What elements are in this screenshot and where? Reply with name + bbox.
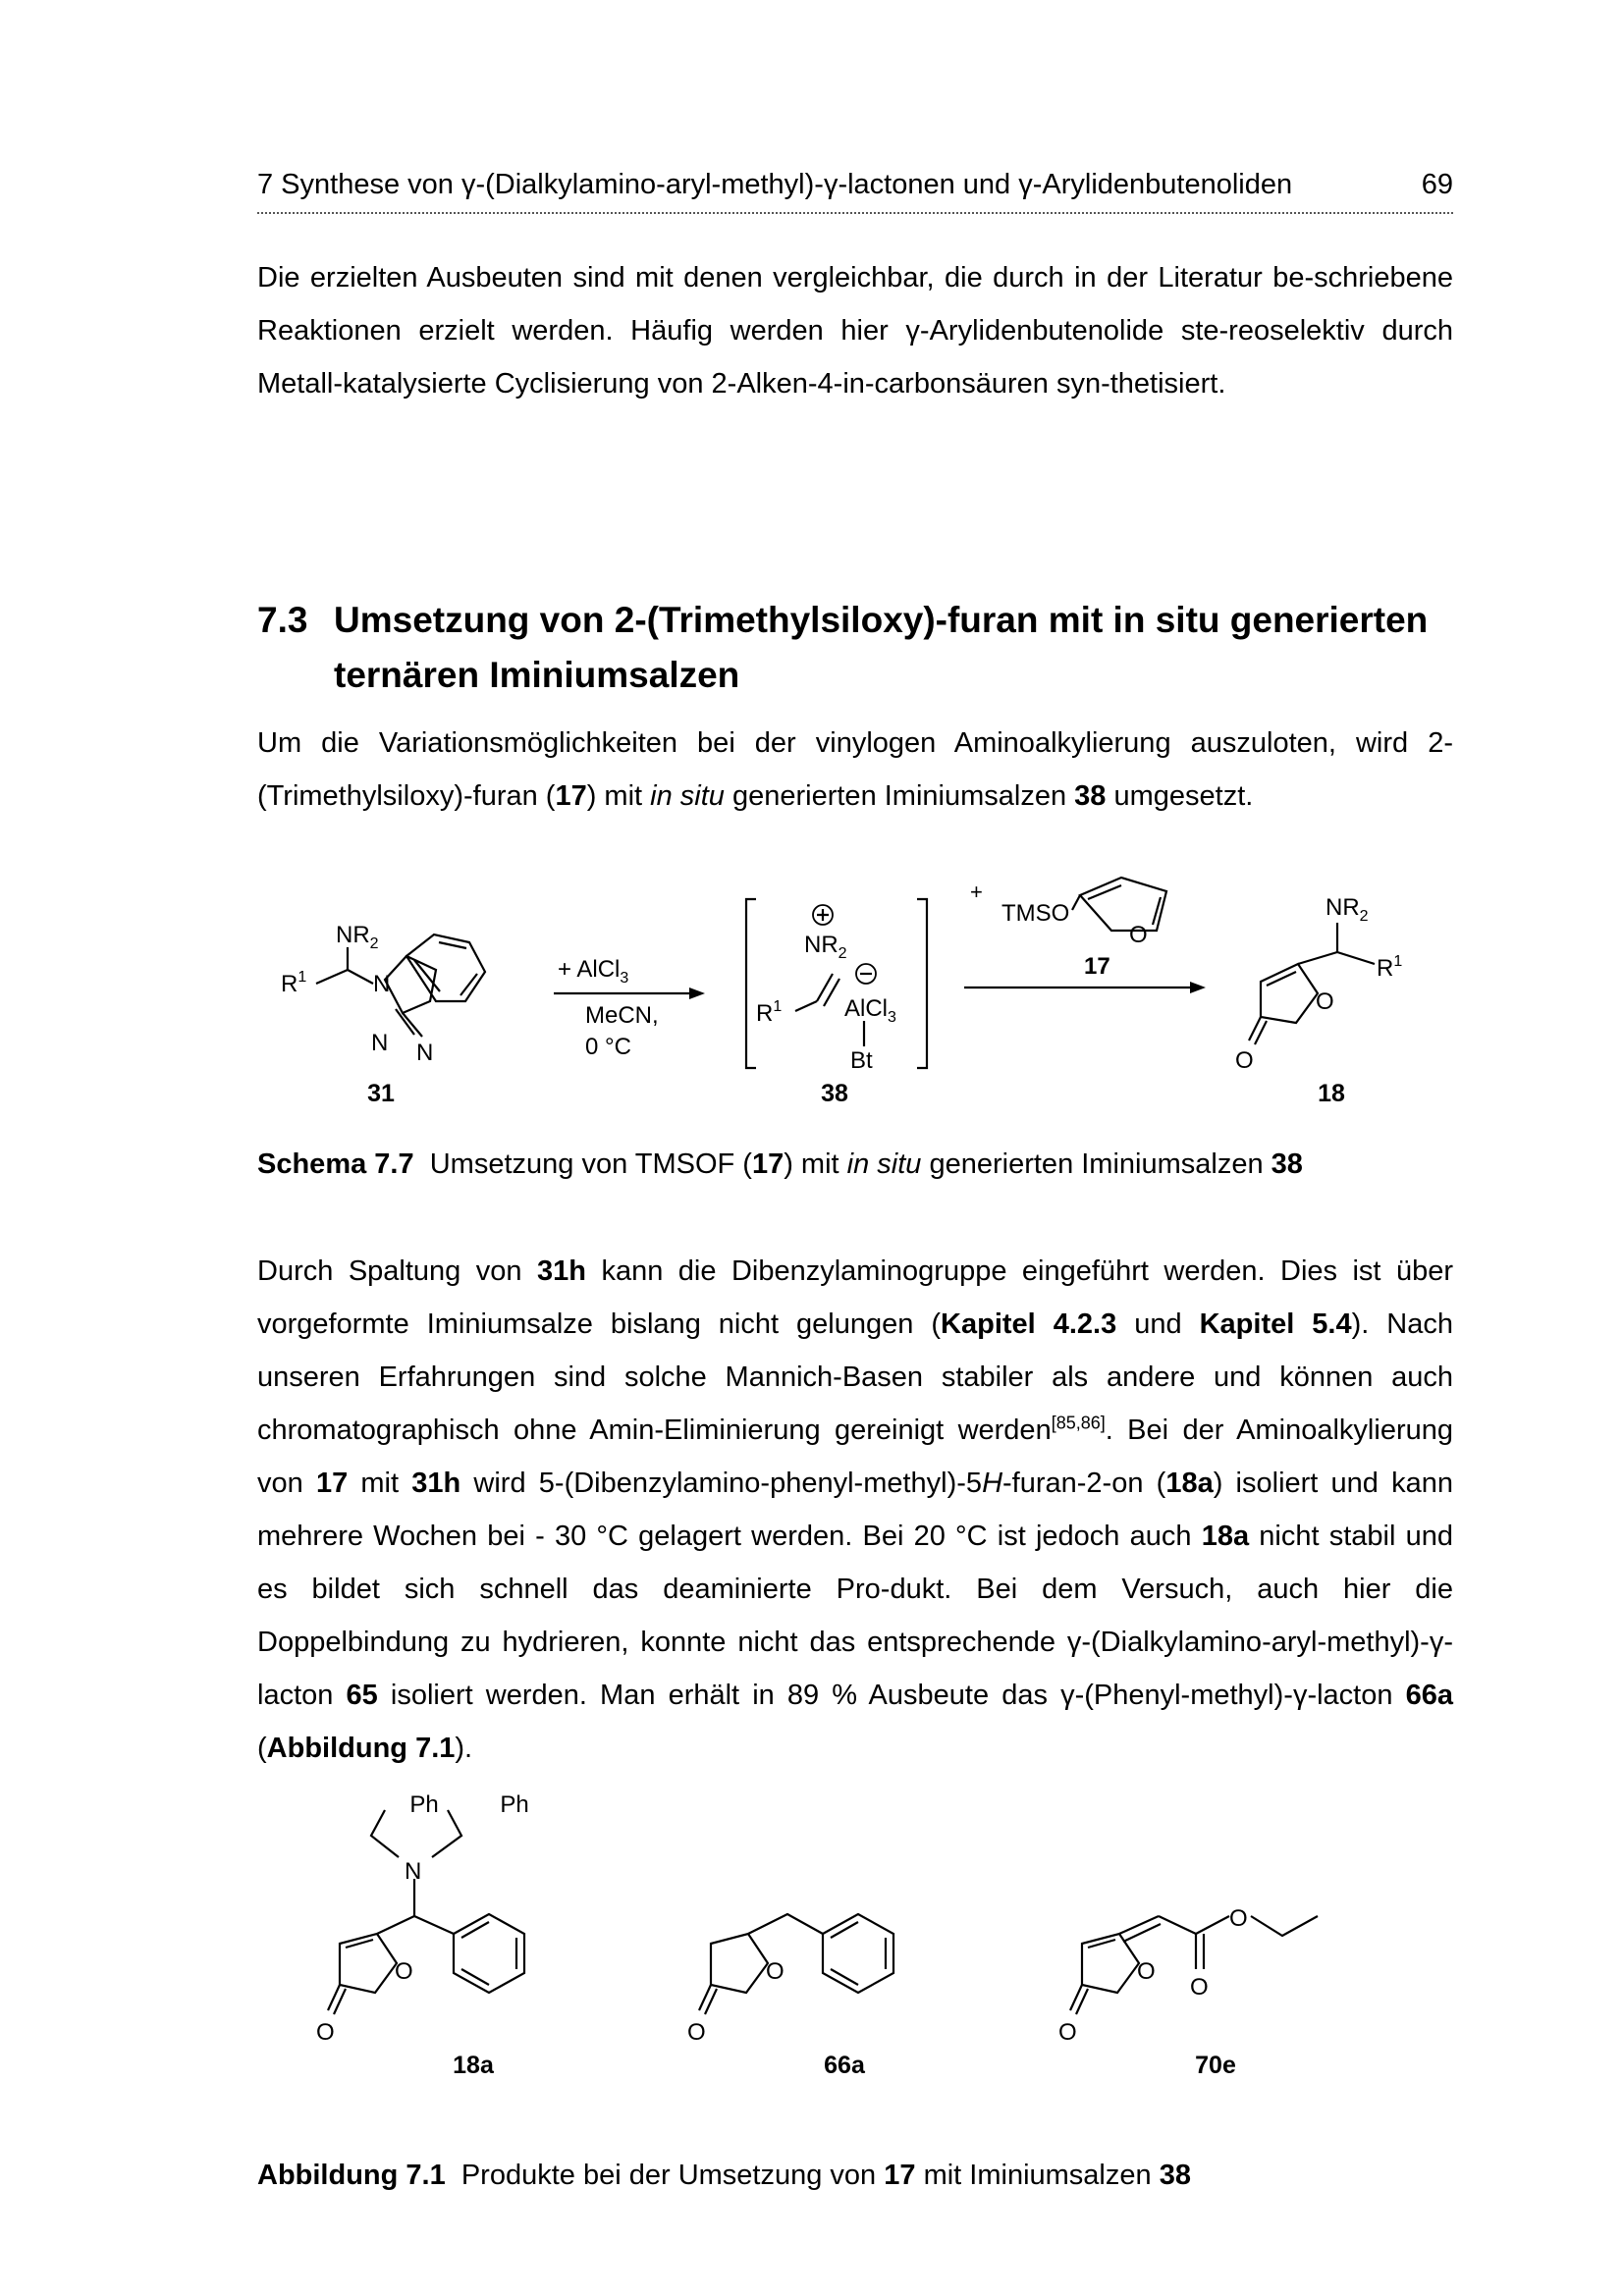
c18-carbonyl-o: O: [1235, 1047, 1254, 1074]
c38-r1: $R^1$: [756, 998, 783, 1027]
solvent-label: MeCN,: [585, 1002, 659, 1029]
tmso-label: TMSO: [1001, 900, 1070, 927]
p3-citation: [85,86]: [1051, 1413, 1106, 1433]
arrow2-label-17: 17: [1084, 953, 1110, 980]
c18a-ring-o: O: [395, 1958, 413, 1985]
p3-text-g: ). Nach unseren Erfahrungen sind solche Mannich-Basen stabiler als andere und können auch chromatographisch ohne Amin-Eliminierung gereinigt werden: [257, 1308, 1454, 1446]
c18-ring-o: O: [1316, 988, 1334, 1015]
c18-nr2: $NR_2$: [1325, 894, 1369, 925]
compound-label-38: 38: [821, 1080, 848, 1107]
c66a-carbonyl-o: O: [687, 2019, 706, 2046]
p3-text-a: Durch Spaltung von: [257, 1255, 537, 1287]
p3-ref-18a: 18a: [1165, 1468, 1214, 1499]
compound-label-31: 31: [367, 1080, 395, 1107]
figure-caption-text-a: Produkte bei der Umsetzung von: [460, 2160, 885, 2191]
p2-text-g: umgesetzt.: [1106, 780, 1254, 812]
compound-38-structure: [746, 899, 927, 1068]
p3-text-s: nicht stabil und es bildet sich schnell das deaminierte Pro-dukt. Bei dem Versuch, auch hier die Doppelbindung zu hydrieren, konnte nicht das entsprechende γ-(Dialkylamino-aryl-methyl)-γ-lacton: [257, 1521, 1454, 1711]
c18a-ph-left: Ph: [409, 1791, 439, 1818]
temperature-label: 0 °C: [585, 1034, 631, 1060]
section-title-line-2: ternären Iminiumsalzen: [334, 655, 740, 695]
c70e-carbonyl-o: O: [1058, 2019, 1077, 2046]
figure-caption-ref-17: 17: [884, 2160, 916, 2191]
c31-nr2: $NR_2$: [336, 922, 379, 952]
p3-text-u: isoliert werden. Man erhält in 89 % Ausbeute das γ-(Phenyl-methyl)-γ-lacton: [377, 1680, 1406, 1711]
p2-text-c: ) mit: [586, 780, 651, 812]
header-divider: [257, 212, 1453, 214]
p2-in-situ: in situ: [650, 780, 725, 812]
figure-caption-ref-38: 38: [1159, 2160, 1191, 2191]
c38-alcl3: AlCl$_3$: [844, 995, 896, 1026]
p3-ref-65: 65: [346, 1680, 378, 1711]
p3-ref-kapitel-54: Kapitel 5.4: [1199, 1308, 1352, 1340]
scheme-caption-ref-17: 17: [751, 1148, 784, 1180]
p2-text-a: Um die Variationsmöglichkeiten bei der vinylogen Aminoalkylierung auszuloten, wird 2-(Trimethylsiloxy)-furan (: [257, 727, 1453, 812]
scheme-caption: [257, 1145, 1453, 1184]
paragraph-1: Die erzielten Ausbeuten sind mit denen vergleichbar, die durch in der Literatur be-schriebene Reaktionen erzielt werden. Häufig werden hier γ-Arylidenbutenolide ste-reoselektiv durch Metall-katalysierte Cyclisierung von 2-Alken-4-in-carbonsäuren syn-thetisiert.: [257, 262, 1453, 400]
compound-18-structure: [1249, 923, 1375, 1044]
scheme-caption-label: Schema 7.7: [257, 1148, 414, 1180]
scheme-caption-text-a: Umsetzung von TMSOF (: [429, 1148, 752, 1180]
c31-r1: $R^1$: [281, 969, 307, 997]
compound-66a-structure: [699, 1914, 893, 2014]
figure-caption: [257, 2156, 1453, 2195]
p3-text-c: kann die Dibenzylaminogruppe eingeführt werden. Dies ist über vorgeformte Iminiumsalze bislang nicht gelungen (: [257, 1255, 1453, 1340]
compound-label-18: 18: [1318, 1080, 1345, 1107]
reaction-arrow-1: [554, 988, 705, 999]
tmsof-structure: [1072, 878, 1166, 931]
p3-text-o: -furan-2-on (: [1002, 1468, 1166, 1499]
p3-ref-abbildung-71: Abbildung 7.1: [266, 1733, 456, 1764]
scheme-caption-text-c: ) mit: [784, 1148, 847, 1180]
reaction-arrow-2: [964, 982, 1206, 993]
c31-n3: N: [416, 1040, 434, 1066]
scheme-caption-ref-38: 38: [1271, 1148, 1303, 1180]
scheme-caption-text-e: generierten Iminiumsalzen: [921, 1148, 1271, 1180]
paragraph-2: [257, 717, 1453, 823]
c66a-ring-o: O: [766, 1958, 784, 1985]
paragraph-3: [257, 1245, 1453, 1775]
p3-text-k: mit: [348, 1468, 412, 1499]
compound-31-structure: [316, 934, 485, 1037]
product-structures: [257, 1777, 1453, 2101]
section-number: 7.3: [257, 600, 308, 640]
c70e-ring-o: O: [1137, 1958, 1156, 1985]
page-number: 69: [1421, 169, 1453, 200]
running-header-title: 7 Synthese von γ-(Dialkylamino-aryl-methyl)-γ-lactonen und γ-Arylidenbutenoliden: [257, 169, 1293, 200]
figure-caption-text-c: mit Iminiumsalzen: [915, 2160, 1160, 2191]
running-header: [257, 165, 1453, 204]
p2-text-e: generierten Iminiumsalzen: [724, 780, 1075, 812]
c18a-carbonyl-o: O: [316, 2019, 335, 2046]
p3-text-i: . Bei der Aminoalkylierung von: [257, 1415, 1453, 1499]
reaction-scheme: [257, 864, 1453, 1129]
scheme-caption-in-situ: in situ: [846, 1148, 922, 1180]
p2-ref-17: 17: [555, 780, 587, 812]
p3-text-w: (: [257, 1733, 267, 1764]
p3-italic-h: H: [982, 1468, 1003, 1499]
compound-label-66a: 66a: [824, 2052, 865, 2079]
p3-text-q: ) isoliert und kann mehrere Wochen bei - 30 °C gelagert werden. Bei 20 °C ist jedoch auch: [257, 1468, 1454, 1552]
p3-text-y: ).: [455, 1733, 473, 1764]
p3-ref-31h: 31h: [537, 1255, 586, 1287]
p3-text-m: wird 5-(Dibenzylamino-phenyl-methyl)-5: [460, 1468, 983, 1499]
p3-text-e: und: [1116, 1308, 1200, 1340]
c18-r1: $R^1$: [1377, 953, 1403, 982]
reagent-alcl3: + AlCl$_3$: [558, 956, 629, 987]
compound-label-70e: 70e: [1195, 2052, 1236, 2079]
p3-ref-17: 17: [315, 1468, 349, 1499]
c38-bt: Bt: [850, 1047, 873, 1074]
p3-ref-18a-2: 18a: [1201, 1521, 1250, 1552]
c38-nr2: $NR_2$: [804, 932, 847, 962]
plus-sign: +: [970, 880, 983, 904]
c31-n1: N: [373, 971, 391, 997]
p3-ref-31h-2: 31h: [411, 1468, 461, 1499]
compound-label-18a: 18a: [453, 2052, 494, 2079]
section-title-line-1: Umsetzung von 2-(Trimethylsiloxy)-furan mit in situ generierten: [334, 600, 1429, 640]
c31-n2: N: [371, 1030, 389, 1056]
c70e-ester-carbonyl-o: O: [1190, 1974, 1209, 2001]
figure-caption-label: Abbildung 7.1: [257, 2160, 446, 2191]
p3-ref-kapitel-423: Kapitel 4.2.3: [941, 1308, 1117, 1340]
compound-18a-structure: [328, 1810, 524, 2014]
c18a-ph-right: Ph: [500, 1791, 529, 1818]
tmsof-o: O: [1129, 922, 1148, 948]
c18a-n: N: [405, 1858, 422, 1885]
p2-ref-38: 38: [1074, 780, 1107, 812]
c70e-ester-o: O: [1229, 1905, 1248, 1932]
p3-ref-66a: 66a: [1405, 1680, 1453, 1711]
